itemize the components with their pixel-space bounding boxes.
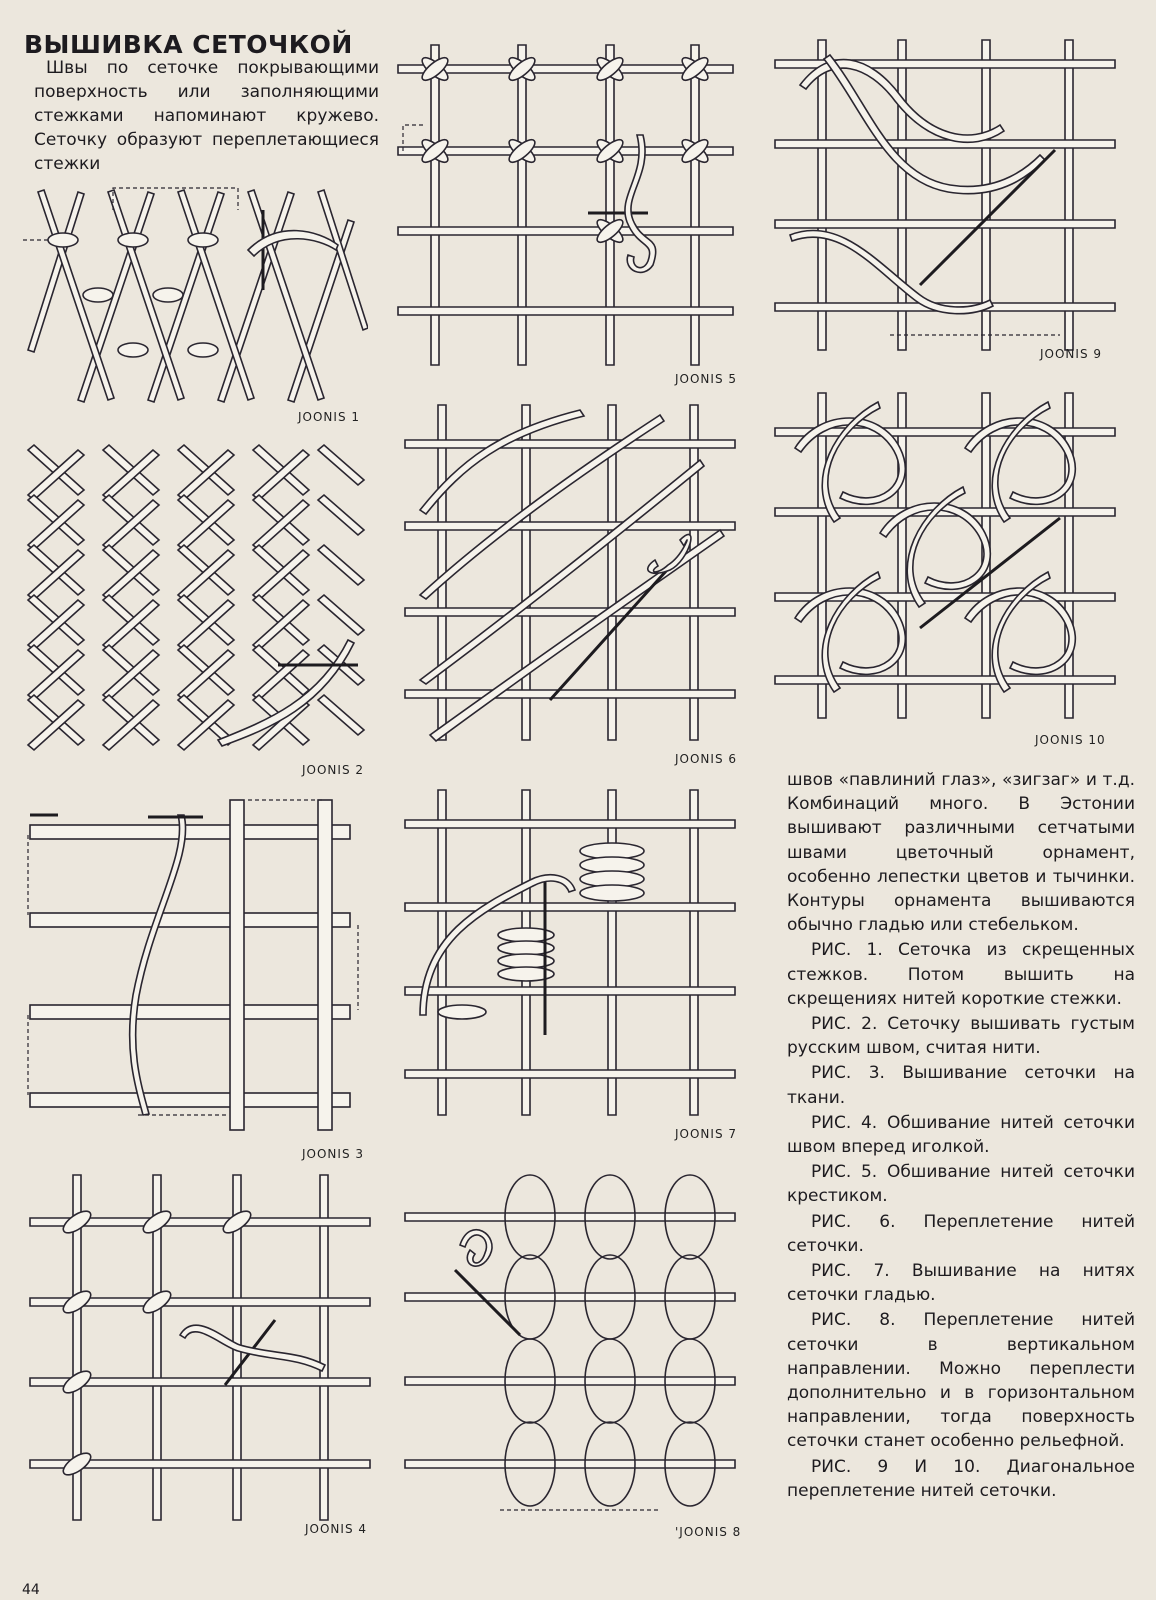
figure-note-6: РИС. 6. Переплетение нитей сеточки.	[787, 1211, 1135, 1256]
figure-10	[770, 388, 1120, 723]
figure-note-8: РИС. 8. Переплетение нитей сеточки в вертикальном направлении. Можно переплести дополнительно и в горизонтальном направлении, тогда поверхность сеточки станет особенно рельефной.	[787, 1310, 1135, 1452]
page-title: ВЫШИВКА СЕТОЧКОЙ	[24, 30, 353, 59]
figure-note-2: РИС. 2. Сеточку вышивать густым русским швом, считая нити.	[787, 1014, 1135, 1059]
figure-note-9: РИС. 9 И 10. Диагональное переплетение нитей сеточки.	[787, 1456, 1135, 1501]
figure-10-loops	[795, 402, 1075, 692]
caption-figure-9: JOONIS 9	[1040, 347, 1103, 361]
figure-1-threads	[28, 190, 368, 402]
figure-9-grid	[775, 40, 1115, 350]
figure-2-herringbone	[28, 445, 364, 750]
text-column	[787, 768, 1135, 1504]
page-number: 44	[22, 1582, 40, 1598]
figure-2	[18, 440, 368, 760]
figure-5	[393, 35, 743, 370]
figure-note-7: РИС. 7. Вышивание на нитях сеточки гладью.	[787, 1261, 1135, 1306]
figure-note-3: РИС. 3. Вышивание сеточки на ткани.	[787, 1063, 1135, 1108]
figure-9	[770, 35, 1120, 355]
caption-figure-2: JOONIS 2	[302, 763, 365, 777]
figure-7-grid	[405, 790, 735, 1115]
figure-note-4: РИС. 4. Обшивание нитей сеточки швом вперед иголкой.	[787, 1112, 1135, 1158]
figure-5-grid	[398, 45, 733, 365]
caption-figure-5: JOONIS 5	[675, 372, 738, 386]
figure-8	[400, 1165, 745, 1530]
figure-9-wraps	[790, 55, 1045, 314]
figure-3	[18, 795, 378, 1135]
intro-paragraph: Швы по сеточке покрывающими поверхность или заполняющими стежками напоминают кружево. Сеточку образуют переплетающиеся стежки	[34, 58, 379, 174]
figure-8-chains	[505, 1175, 715, 1506]
figure-4	[25, 1170, 375, 1525]
figure-note-5: РИС. 5. Обшивание нитей сеточки крестиком.	[787, 1162, 1135, 1207]
figure-7	[400, 785, 745, 1120]
figure-3-vertical-threads	[230, 800, 332, 1130]
caption-figure-3: JOONIS 3	[302, 1147, 365, 1161]
continuation-paragraph: швов «павлиний глаз», «зигзаг» и т.д. Комбинаций много. В Эстонии вышивают различными сетчатыми швами цветочный орнамент, особенно лепестки цветов и тычинки. Контуры орнамента вышиваются обычно гладью или стебельком.	[787, 770, 1135, 936]
figure-1	[18, 180, 368, 405]
caption-figure-6: JOONIS 6	[675, 752, 738, 766]
caption-figure-10: JOONIS 10	[1035, 733, 1106, 747]
caption-figure-1: JOONIS 1	[298, 410, 361, 424]
figure-note-1: РИС. 1. Сеточка из скрещенных стежков. Потом вышить на скрещениях нитей короткие стежки.	[787, 940, 1135, 1009]
caption-figure-7: JOONIS 7	[675, 1127, 738, 1141]
caption-figure-8: 'JOONIS 8	[675, 1525, 742, 1539]
figure-3-horizontal-threads	[30, 825, 350, 1107]
caption-figure-4: JOONIS 4	[305, 1522, 368, 1536]
figure-6	[400, 400, 745, 745]
